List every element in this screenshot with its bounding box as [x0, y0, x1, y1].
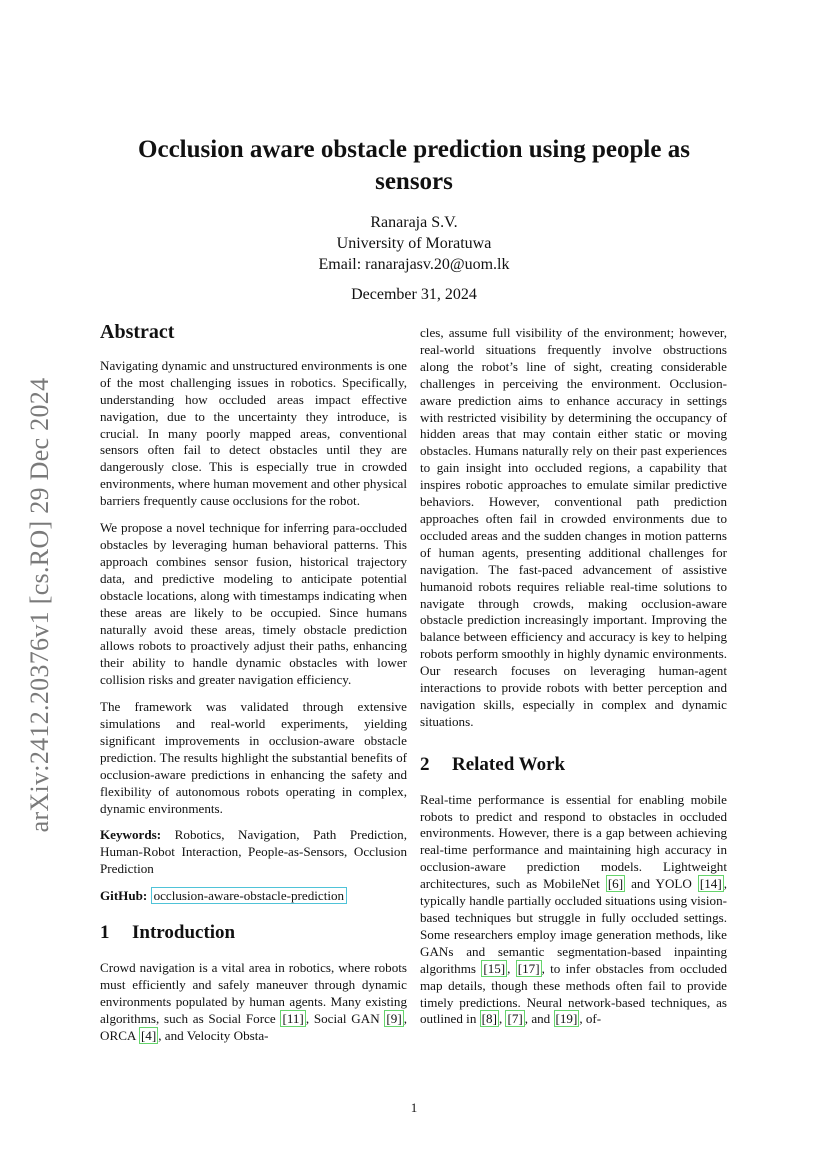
related-paragraph — [420, 792, 727, 1029]
abstract-paragraph-2: We propose a novel technique for inferring para-occluded obstacles by leveraging human behavioral patterns. This approach combines sensor fusion, historical trajectory data, and predictive modeling to anticipate potential obstacle locations, along with timestamps indicating when these areas are likely to be occupied. Since humans naturally avoid these areas, timely obstacle prediction allows robots to proactively adjust their paths, enhancing their ability to handle dynamic obstacles with lower collision risks and greater navigation efficiency. — [100, 520, 407, 688]
github-link[interactable]: occlusion-aware-obstacle-prediction — [151, 887, 348, 904]
intro-number: 1 — [100, 922, 110, 944]
arxiv-id: arXiv:2412.20376v1 [cs.RO] 29 Dec 2024 — [25, 377, 54, 833]
related-number: 2 — [420, 753, 430, 775]
page-number: 1 — [410, 1100, 418, 1115]
citation-link[interactable]: [17] — [517, 960, 540, 976]
citation-link[interactable]: [15] — [483, 960, 506, 976]
related-text: , to infer obstacles from occluded map details, though these methods often fail to provide timely predictions. Neural network-based techniques, as outlined in — [420, 960, 728, 1027]
citation-link[interactable]: [19] — [555, 1011, 578, 1027]
intro-paragraph-cont: cles, assume full visibility of the environment; however, real-world situations frequently involve obstructions along the robot’s line of sight, creating considerable challenges in perceiving the environment. Occlusion-aware prediction aims to enhance accuracy in settings with restricted visibility by determining the occupancy of hidden areas that may contain either static or moving obstacles. Humans naturally rely on their past experiences to gain insight into occluded regions, a capability that inspires robotic approaches to emulate similar predictive behaviors. However, conventional path prediction approaches often fail in crowded environments due to occluded areas and the sudden changes in motion patterns of human agents, presenting additional challenges for navigation. The fast-paced advancement of assistive humanoid robots requires reliable real-time solutions to navigate through crowds, making occlusion-aware obstacle prediction increasingly important. Improving the balance between efficiency and accuracy is key to helping robots perform smoothly in highly dynamic environments. Our research focuses on leveraging human-agent interactions to provide robots with better perception and navigation skills, especially in complex and dynamic situations. — [420, 325, 727, 729]
github-line — [100, 888, 407, 905]
keywords-text: Robotics, Navigation, Path Prediction, Human-Robot Interaction, People-as-Sensors, Occlusion Prediction — [100, 827, 407, 877]
abstract-paragraph-1: Navigating dynamic and unstructured environments is one of the most challenging issues in robotics. Specifically, understanding how occluded areas impact effective navigation, due to the uncertainty they introduce, is crucial. In many poorly mapped areas, conventional sensors often fail to detect obstacles until they are dangerously close. This is especially true in crowded environments, where human movement and other physical barriers frequently cause occlusions for the robot. — [100, 357, 407, 509]
related-text: , — [507, 960, 516, 976]
intro-text: , Social GAN — [305, 1010, 385, 1026]
related-text: , of- — [579, 1011, 602, 1027]
related-text: , typically handle partially occluded situations using vision-based techniques but struggle in fully occluded settings. Some researchers employ image generation methods, like GANs and semantic segmentation-based inpainting algorithms — [420, 876, 727, 976]
related-heading — [420, 753, 727, 775]
intro-text: Crowd navigation is a vital area in robotics, where robots must efficiently and safely maneuver through dynamic environments populated by human agents. Many existing algorithms, such as Social Force — [100, 960, 407, 1026]
intro-title: Introduction — [132, 922, 236, 944]
related-text: Real-time performance is essential for enabling mobile robots to predict and respond to obstacles in occluded environments. However, there is a gap between achieving real-time performance and maintaining high accuracy in occlusion-aware prediction models. Lightweight architectures, such as MobileNet — [420, 791, 727, 892]
intro-text-cont-left: , and Velocity Obsta- — [158, 1027, 269, 1043]
citation-link[interactable]: [8] — [481, 1011, 497, 1027]
author-block — [200, 212, 628, 275]
citation-link[interactable]: [14] — [699, 876, 722, 892]
intro-text: , ORCA — [100, 1010, 407, 1043]
author-affiliation: University of Moratuwa — [336, 235, 492, 252]
citation-link[interactable]: [6] — [607, 876, 624, 892]
intro-paragraph-start — [100, 960, 407, 1045]
paper-date: December 31, 2024 — [351, 286, 477, 303]
right-column — [420, 325, 727, 1038]
citation-link[interactable]: [7] — [507, 1011, 523, 1027]
related-text: , and — [524, 1011, 554, 1027]
left-column — [100, 318, 407, 1055]
intro-heading — [100, 922, 407, 944]
citation-link[interactable]: [4] — [140, 1027, 157, 1043]
paper-title: Occlusion aware obstacle prediction using people as sensors — [138, 136, 690, 195]
abstract-heading: Abstract — [100, 321, 175, 343]
author-name: Ranaraja S.V. — [370, 214, 458, 231]
citation-link[interactable]: [9] — [386, 1010, 402, 1026]
keywords — [100, 827, 407, 878]
author-email: Email: ranarajasv.20@uom.lk — [318, 256, 510, 273]
related-title: Related Work — [452, 753, 566, 775]
citation-link[interactable]: [11] — [282, 1010, 304, 1026]
keywords-label: Keywords: — [100, 827, 162, 843]
abstract-paragraph-3: The framework was validated through extensive simulations and real-world experiments, yielding significant improvements in occlusion-aware obstacle prediction. The results highlight the substantial benefits of occlusion-aware predictions in enhancing the safety and flexibility of autonomous robots operating in complex, dynamic environments. — [100, 699, 407, 816]
related-text: and YOLO — [625, 876, 698, 892]
github-label: GitHub: — [100, 888, 148, 904]
arxiv-stamp — [18, 360, 62, 850]
related-text: , — [498, 1011, 506, 1027]
